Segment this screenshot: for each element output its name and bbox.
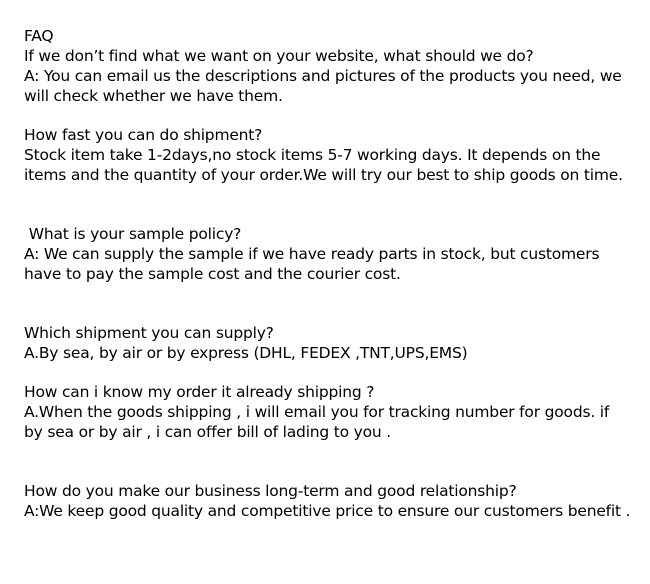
faq-answer-line: will check whether we have them. bbox=[24, 87, 283, 105]
faq-answer-line: items and the quantity of your order.We will try our best to ship goods on time. bbox=[24, 166, 623, 184]
faq-answer-line: have to pay the sample cost and the courier cost. bbox=[24, 265, 401, 283]
faq-document bbox=[24, 26, 644, 521]
spacer bbox=[24, 185, 644, 224]
faq-item-website bbox=[24, 46, 644, 106]
faq-item-order-tracking bbox=[24, 382, 644, 442]
spacer bbox=[24, 363, 644, 382]
faq-item-shipment-speed bbox=[24, 125, 644, 185]
faq-answer-line: A.When the goods shipping , i will email you for tracking number for goods. if bbox=[24, 403, 610, 421]
faq-answer-line: A:We keep good quality and competitive price to ensure our customers benefit . bbox=[24, 502, 631, 520]
faq-question: Which shipment you can supply? bbox=[24, 324, 274, 342]
faq-heading: FAQ bbox=[24, 27, 54, 45]
faq-item-shipment-methods bbox=[24, 323, 644, 363]
faq-item-sample-policy bbox=[24, 224, 644, 284]
spacer bbox=[24, 442, 644, 481]
faq-answer-line: A: You can email us the descriptions and pictures of the products you need, we bbox=[24, 67, 622, 85]
spacer bbox=[24, 284, 644, 323]
faq-answer-line: by sea or by air , i can offer bill of lading to you . bbox=[24, 423, 392, 441]
faq-question: What is your sample policy? bbox=[24, 225, 242, 243]
faq-question: How fast you can do shipment? bbox=[24, 126, 263, 144]
faq-answer-line: A: We can supply the sample if we have ready parts in stock, but customers bbox=[24, 245, 600, 263]
faq-item-relationship bbox=[24, 481, 644, 521]
faq-answer-line: A.By sea, by air or by express (DHL, FEDEX ,TNT,UPS,EMS) bbox=[24, 344, 468, 362]
faq-question: If we don’t find what we want on your website, what should we do? bbox=[24, 47, 534, 65]
spacer bbox=[24, 106, 644, 125]
faq-answer-line: Stock item take 1-2days,no stock items 5-7 working days. It depends on the bbox=[24, 146, 601, 164]
faq-question: How do you make our business long-term and good relationship? bbox=[24, 482, 517, 500]
faq-question: How can i know my order it already shipping ? bbox=[24, 383, 375, 401]
